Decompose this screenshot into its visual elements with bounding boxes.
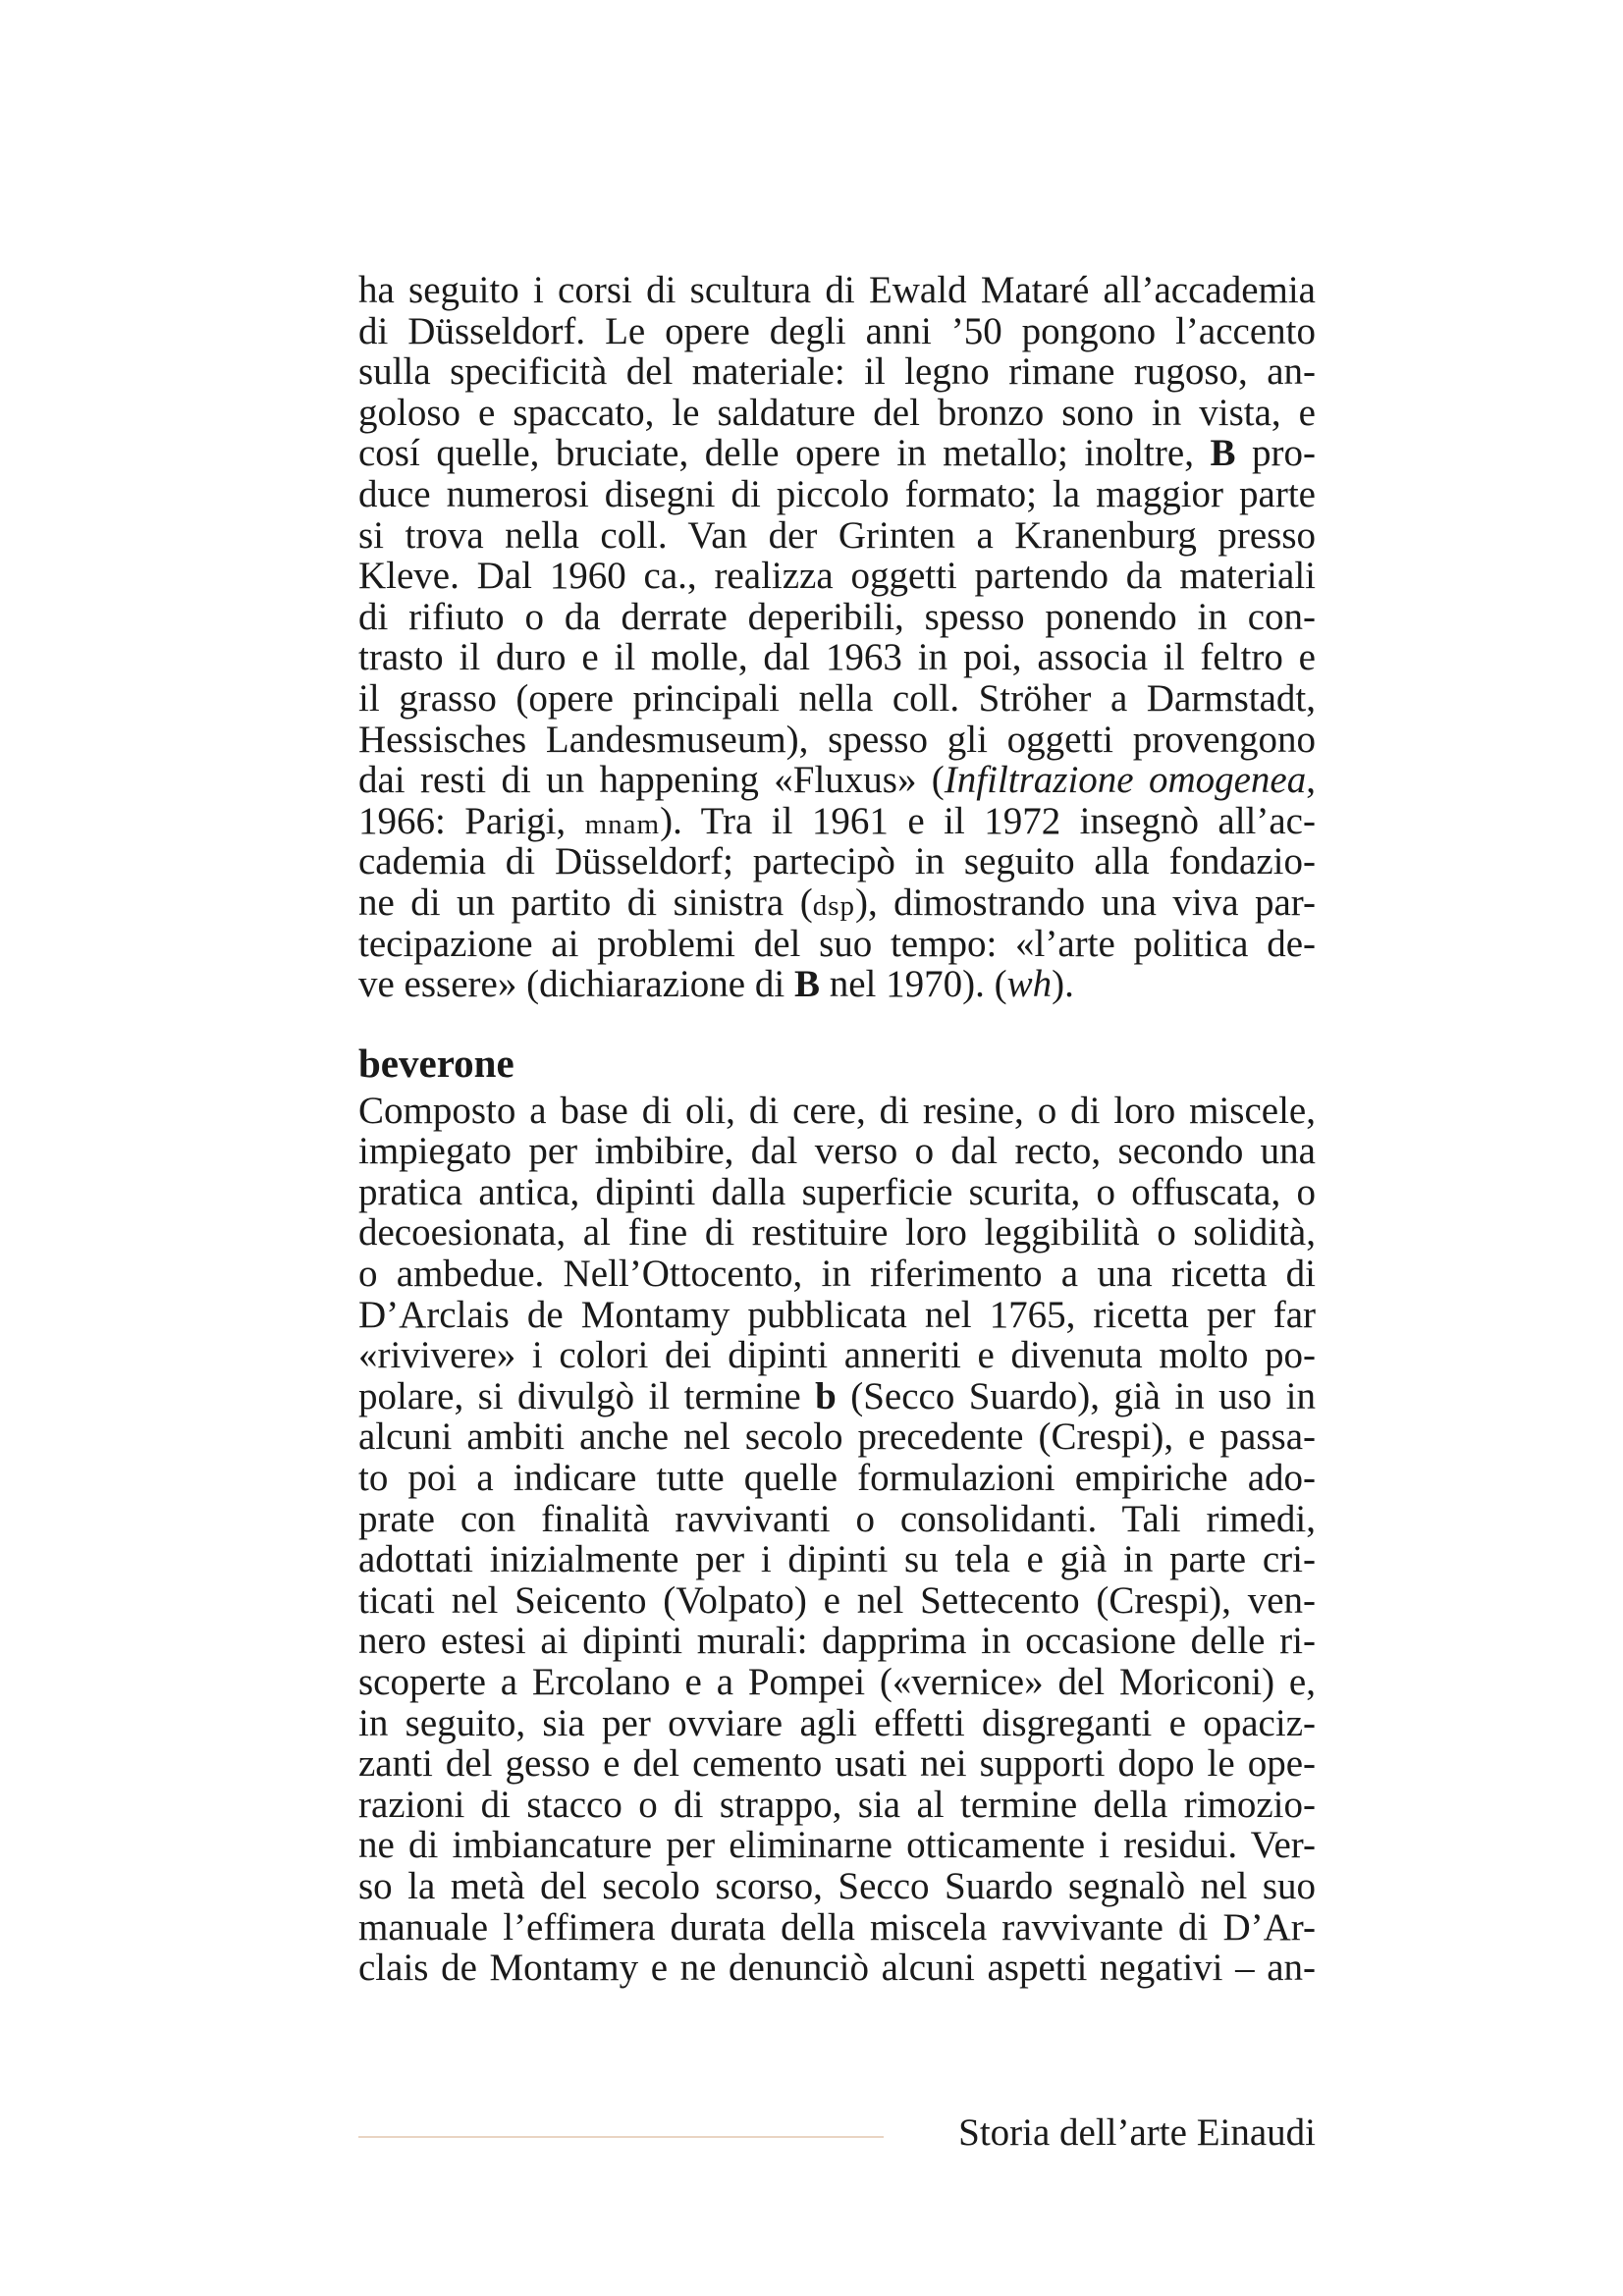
text-line: scoperte a Ercolano e a Pompei («vernice» del Moriconi) e,	[358, 1661, 1316, 1703]
entry-body	[358, 1091, 1316, 1989]
small-caps-abbreviation: dsp	[812, 889, 855, 922]
entry-continuation	[358, 270, 1316, 1005]
text-line: Hessisches Landesmuseum), spesso gli oggetti provengono	[358, 718, 1316, 761]
abbreviation-bold: b	[815, 1374, 837, 1417]
text-line: clais de Montamy e ne denunciò alcuni aspetti negativi – an-	[358, 1947, 1316, 1990]
text-line: ha seguito i corsi di scultura di Ewald Mataré all’accademia	[358, 269, 1316, 311]
text-line: manuale l’effimera durata della miscela ravvivante di D’Ar-	[358, 1905, 1316, 1949]
text-line: ticati nel Seicento (Volpato) e nel Settecento (Crespi), ven-	[358, 1578, 1316, 1622]
text-line: alcuni ambiti anche nel secolo precedente (Crespi), e passa-	[358, 1415, 1316, 1459]
text-line: prate con finalità ravvivanti o consolidanti. Tali rimedi,	[358, 1497, 1316, 1540]
text-run: ). Tra il 1961 e il 1972 insegnò all’ac-	[660, 799, 1316, 842]
author-initials: wh	[1006, 963, 1053, 1006]
text-run: ve essere» (dichiarazione di	[358, 963, 794, 1006]
text-run: ).	[1052, 963, 1074, 1006]
text-run: pro-	[1235, 432, 1316, 475]
footer-publication-title: Storia dell’arte Einaudi	[958, 2111, 1316, 2154]
text-line: decoesionata, al fine di restituire loro leggibilità o solidità,	[358, 1211, 1316, 1255]
text-line	[358, 1376, 1316, 1417]
text-run: polare, si divulgò il termine	[358, 1374, 816, 1417]
text-line: goloso e spaccato, le saldature del bronzo sono in vista, e	[358, 391, 1316, 434]
text-line: nero estesi ai dipinti murali: dapprima in occasione delle ri-	[358, 1620, 1316, 1663]
text-run: cosí quelle, bruciate, delle opere in metallo; inoltre,	[358, 432, 1211, 475]
page-footer	[358, 2109, 1316, 2158]
text-line: D’Arclais de Montamy pubblicata nel 1765, ricetta per far	[358, 1293, 1316, 1336]
text-line: cademia di Düsseldorf; partecipò in seguito alla fondazio-	[358, 840, 1316, 883]
text-column	[358, 270, 1316, 1989]
text-line	[358, 760, 1316, 801]
text-line	[358, 801, 1316, 842]
abbreviation-bold: B	[793, 963, 820, 1006]
text-line: adottati inizialmente per i dipinti su tela e già in parte cri-	[358, 1538, 1316, 1581]
text-line: pratica antica, dipinti dalla superficie scurita, o offuscata, o	[358, 1170, 1316, 1213]
text-line: to poi a indicare tutte quelle formulazioni empiriche ado-	[358, 1457, 1316, 1500]
text-run: dai resti di un happening «Fluxus» (	[358, 759, 945, 802]
text-run: ,	[1306, 759, 1316, 802]
text-line: o ambedue. Nell’Ottocento, in riferimento a una ricetta di	[358, 1253, 1316, 1296]
text-line: duce numerosi disegni di piccolo formato; la maggior parte	[358, 472, 1316, 515]
text-line: di rifiuto o da derrate deperibili, spesso ponendo in con-	[358, 595, 1316, 638]
footer-rule	[358, 2136, 884, 2138]
text-run: ), dimostrando una viva par-	[854, 881, 1316, 924]
text-line	[358, 964, 1316, 1005]
text-line: impiegato per imbibire, dal verso o dal recto, secondo una	[358, 1130, 1316, 1173]
entry-headword: beverone	[358, 1040, 514, 1086]
abbreviation-bold: B	[1210, 432, 1236, 475]
text-line: razioni di stacco o di strappo, sia al termine della rimozio-	[358, 1783, 1316, 1826]
text-run: 1966: Parigi,	[358, 799, 585, 842]
text-line: tecipazione ai problemi del suo tempo: «l’arte politica de-	[358, 922, 1316, 965]
text-line: so la metà del secolo scorso, Secco Suardo segnalò nel suo	[358, 1864, 1316, 1907]
text-line: in seguito, sia per ovviare agli effetti disgreganti e opaciz-	[358, 1701, 1316, 1744]
text-line: zanti del gesso e del cemento usati nei supporti dopo le ope-	[358, 1742, 1316, 1786]
text-line: di Düsseldorf. Le opere degli anni ’50 pongono l’accento	[358, 309, 1316, 352]
text-line	[358, 882, 1316, 924]
text-line: Kleve. Dal 1960 ca., realizza oggetti partendo da materiali	[358, 555, 1316, 598]
small-caps-abbreviation: mnam	[584, 808, 661, 840]
text-line	[358, 433, 1316, 474]
text-line: Composto a base di oli, di cere, di resine, o di loro miscele,	[358, 1089, 1316, 1132]
text-line: si trova nella coll. Van der Grinten a Kranenburg presso	[358, 513, 1316, 557]
artwork-title: Infiltrazione omogenea	[944, 759, 1307, 802]
text-run: (Secco Suardo), già in uso in	[836, 1374, 1316, 1417]
text-line: sulla specificità del materiale: il legno rimane rugoso, an-	[358, 350, 1316, 394]
text-line: il grasso (opere principali nella coll. Ströher a Darmstadt,	[358, 676, 1316, 720]
text-run: nel 1970). (	[819, 963, 1007, 1006]
text-line: trasto il duro e il molle, dal 1963 in poi, associa il feltro e	[358, 636, 1316, 679]
text-line: «rivivere» i colori dei dipinti anneriti e divenuta molto po-	[358, 1334, 1316, 1377]
text-run: ne di un partito di sinistra (	[358, 881, 813, 924]
text-line: ne di imbiancature per eliminarne otticamente i residui. Ver-	[358, 1824, 1316, 1867]
